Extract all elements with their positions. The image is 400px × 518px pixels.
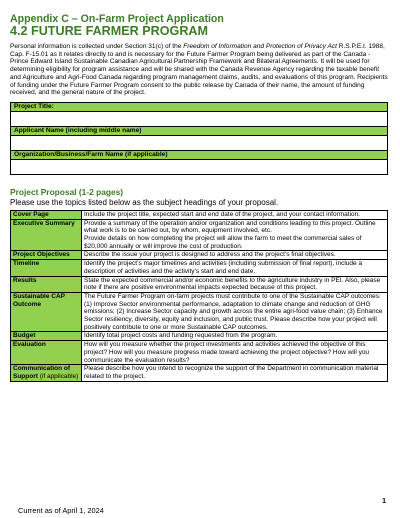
topic-heading: [11, 260, 82, 276]
topic-row: [11, 276, 388, 292]
document-page: [10, 14, 388, 382]
topic-heading: [11, 365, 82, 381]
topic-heading-note: (if applicable): [37, 372, 79, 380]
topic-heading: [11, 219, 82, 251]
topic-row: [11, 210, 388, 219]
topic-heading-text: Project Objectives: [13, 251, 70, 259]
applicant-fields-table: [10, 102, 388, 175]
topic-row: [11, 292, 388, 332]
topic-heading-text: Cover Page: [13, 210, 49, 218]
topic-heading-text: Executive Summary: [13, 219, 75, 227]
act-name: Freedom of Information and Protection of Privacy Act: [183, 43, 337, 50]
topic-description: Include the project title, expected start and end date of the project, and your contact information.: [82, 210, 388, 219]
topic-heading-text: Timeline: [13, 260, 40, 268]
topic-heading: [11, 341, 82, 365]
topic-description: The Future Farmer Program on-farm projects must contribute to one of the Sustainable CAP outcomes: (1) Improve Sector environmental performance, adaptation to climate change and reduction of GHG emissions; (2) Increase Sector capacity and growth across the entire agri-food value chain; (3) Enhance Sector resiliency, diversity, equity and inclusion, and public trust. Please describe how your project will positively contribute to one or more Sustainable CAP outcomes.: [82, 292, 388, 332]
topic-heading-text: Results: [13, 276, 37, 284]
topic-row: [11, 219, 388, 251]
appendix-title: Appendix C – On-Farm Project Application: [10, 13, 224, 25]
topic-row: [11, 365, 388, 381]
proposal-topics-table: [10, 210, 388, 382]
topic-heading-text: Communication of Support: [13, 365, 71, 380]
topic-description: Provide a summary of the operation and/or organization and conditions leading to this project. Outline what work is to be carried out, by whom, equipment involved, etc. Provide details on how completing the project will allow the farm to meet the commercial sales of $20,000 annually or will improve the cost of production.: [82, 219, 388, 251]
footer-date: Current as of April 1, 2024: [18, 506, 104, 515]
applicant-name-label: Applicant Name (including middle name): [11, 126, 388, 135]
proposal-subtitle: Please use the topics listed below as the subject headings of your proposal.: [10, 197, 279, 207]
topic-heading: [11, 251, 82, 260]
page-number: 1: [382, 498, 386, 505]
topic-heading-text: Evaluation: [13, 341, 46, 349]
privacy-notice: [10, 43, 388, 97]
topic-heading-text: Sustainable CAP Outcome: [13, 292, 65, 308]
topic-description: How will you measure whether the project investments and activities achieved the objective of this project? How will you measure progress made toward achieving the project objective? How will you communicate the evaluation results?: [82, 341, 388, 365]
topic-heading: [11, 210, 82, 219]
section-title: 4.2 FUTURE FARMER PROGRAM: [10, 24, 209, 38]
topic-row: [11, 341, 388, 365]
organization-name-label: Organization/Business/Farm Name (if applicable): [11, 150, 388, 159]
proposal-title: Project Proposal (1-2 pages): [10, 186, 124, 197]
topic-description: Describe the issue your project is designed to address and the project’s final objectives.: [82, 251, 388, 260]
topic-description: Please describe how you intend to recognize the support of the Department in communication material related to the project.: [82, 365, 388, 381]
privacy-notice-part2: R.S.P.E.I. 1988, Cap. F-15.01 as it relates directly to and is necessary for the Future Farmer Program being delivered as part of the Canada - Prince Edward Island Sustainable Canadian Agricultural Partnership Framework and Bilateral Agreements. It will be used for determining eligibility for program assistance and will be shared with the Canada Revenue Agency regarding the taxable benefit and Agriculture and Agri-Food Canada regarding program management claims, audits, and evaluations of this program. Recipients of funding under the Future Farmer Program consent to the public release by Canada of their name, the amount of funding received, and the general nature of the project.: [10, 43, 388, 97]
topic-description: Identify the project’s major timelines and activities (including submission of final report), include a description of activities and the activity’s start and end date.: [82, 260, 388, 276]
project-title-field[interactable]: [11, 111, 388, 126]
organization-name-field[interactable]: [11, 159, 388, 174]
privacy-notice-part1: Personal information is collected under Section 31(c) of the: [10, 43, 184, 50]
topic-row: [11, 260, 388, 276]
project-title-label: Project Title:: [11, 102, 388, 111]
topic-description: Identify total project costs and funding requested from the program.: [82, 332, 388, 341]
topic-row: [11, 332, 388, 341]
topic-heading: [11, 292, 82, 332]
topic-description: State the expected commercial and/or economic benefits to the agriculture industry in PEI. Also, please note if there are positive environmental impacts expected because of this project.: [82, 276, 388, 292]
topic-heading: [11, 332, 82, 341]
topic-row: [11, 251, 388, 260]
applicant-name-field[interactable]: [11, 135, 388, 150]
topic-heading-text: Budget: [13, 332, 36, 340]
topic-heading: [11, 276, 82, 292]
